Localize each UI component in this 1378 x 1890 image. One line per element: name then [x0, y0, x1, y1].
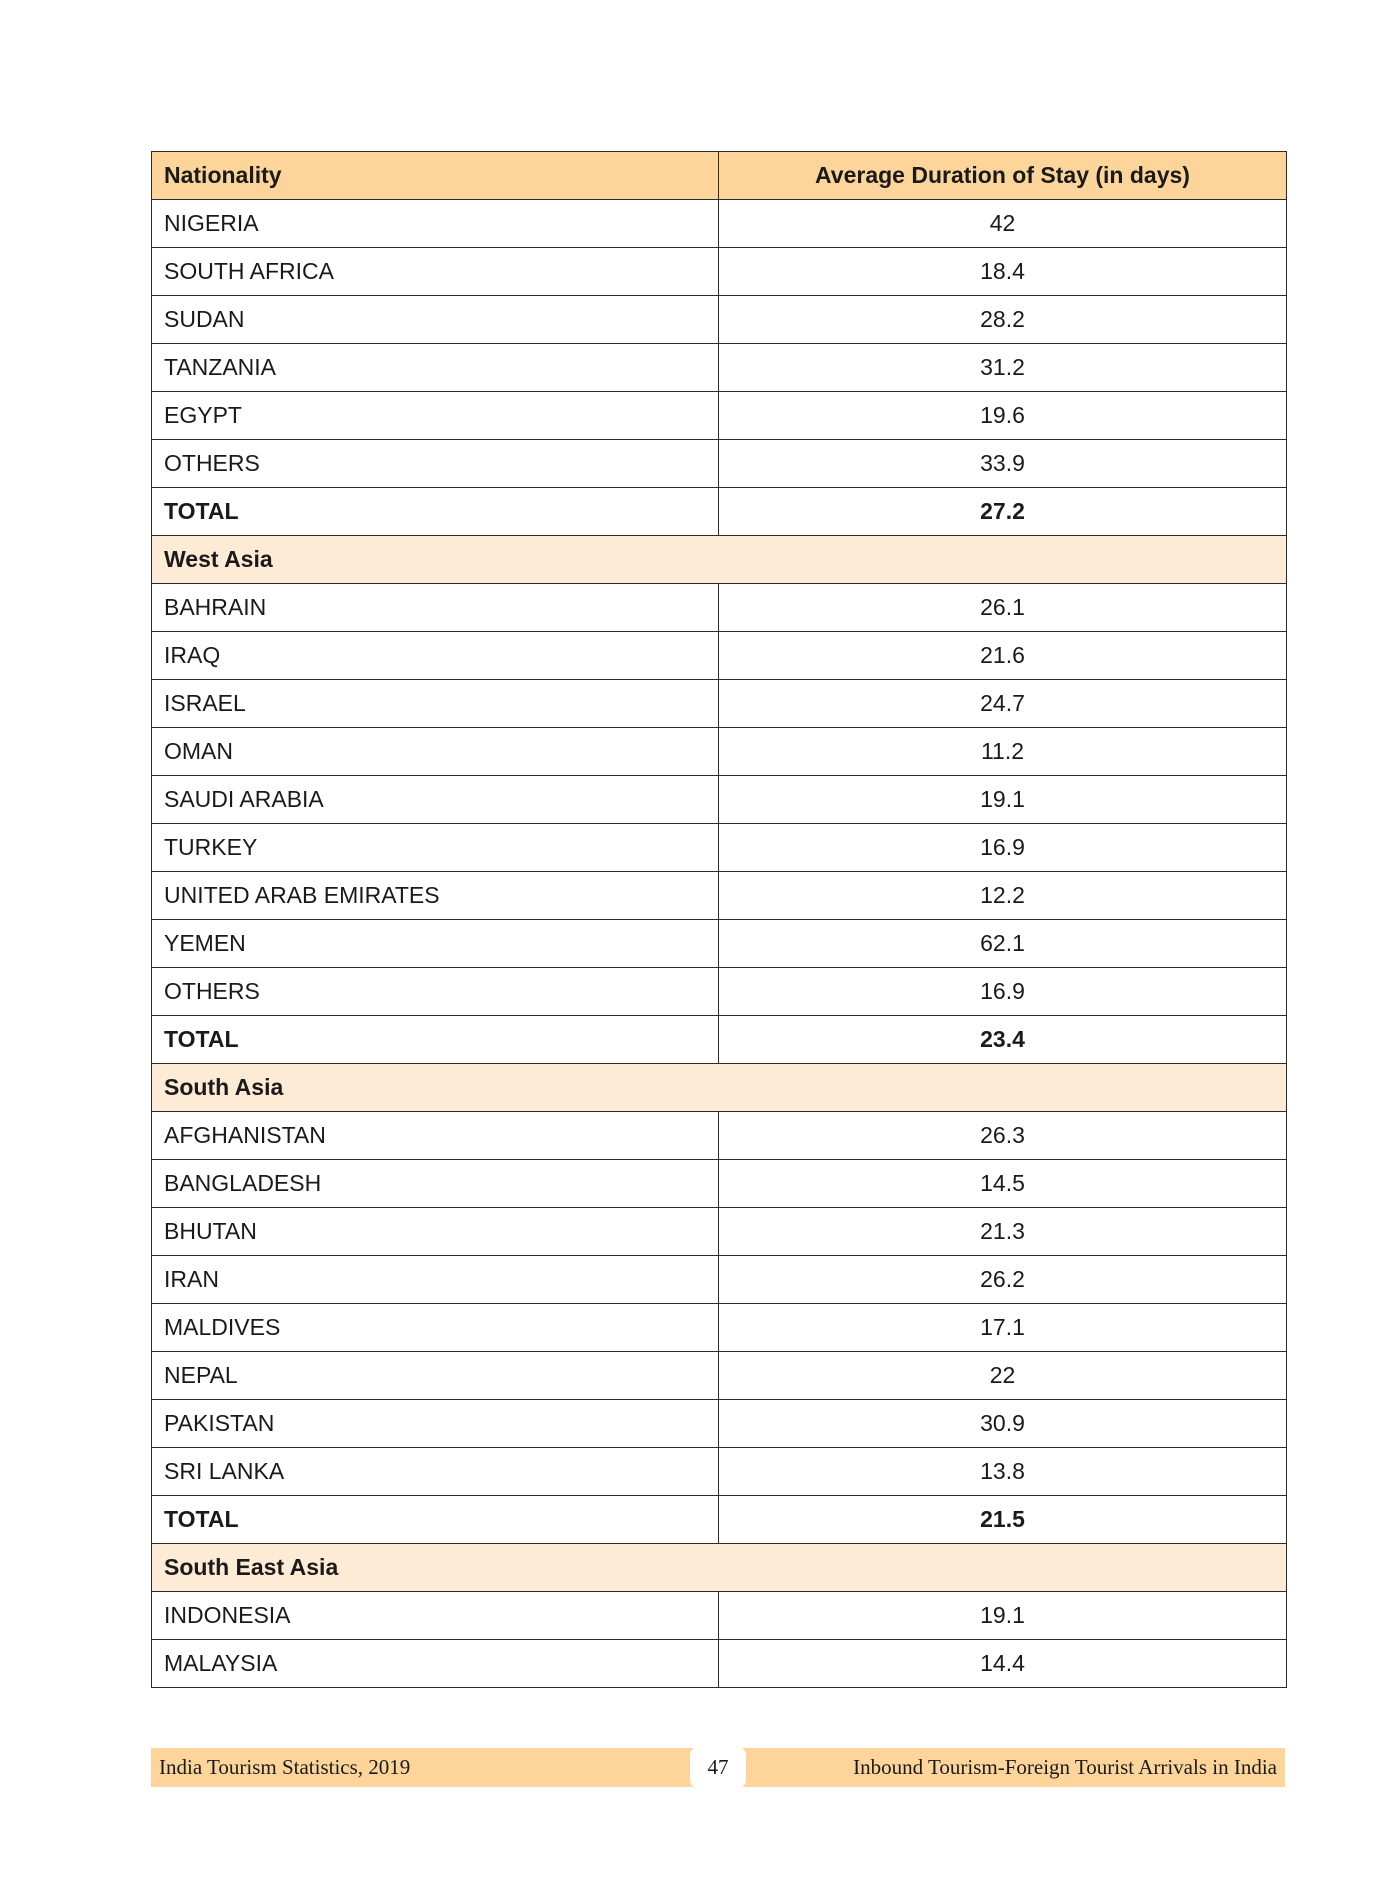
nationality-cell: MALAYSIA	[152, 1640, 719, 1688]
table-row	[152, 1400, 1287, 1448]
nationality-cell: OTHERS	[152, 440, 719, 488]
page-number: 47	[690, 1747, 746, 1788]
table-row	[152, 1112, 1287, 1160]
table-row	[152, 1208, 1287, 1256]
table-row	[152, 824, 1287, 872]
footer-publication-title: India Tourism Statistics, 2019	[159, 1755, 411, 1779]
table-row	[152, 776, 1287, 824]
duration-cell: 42	[719, 200, 1287, 248]
duration-cell: 12.2	[719, 872, 1287, 920]
duration-cell: 18.4	[719, 248, 1287, 296]
nationality-cell: INDONESIA	[152, 1592, 719, 1640]
table-row	[152, 248, 1287, 296]
region-header-row	[152, 1544, 1287, 1592]
nationality-cell: AFGHANISTAN	[152, 1112, 719, 1160]
duration-cell: 27.2	[719, 488, 1287, 536]
table-row	[152, 344, 1287, 392]
duration-cell: 26.3	[719, 1112, 1287, 1160]
table-row	[152, 392, 1287, 440]
table-row	[152, 1352, 1287, 1400]
table-row	[152, 1640, 1287, 1688]
duration-cell: 14.4	[719, 1640, 1287, 1688]
table-row	[152, 968, 1287, 1016]
nationality-cell: PAKISTAN	[152, 1400, 719, 1448]
nationality-cell: TOTAL	[152, 1496, 719, 1544]
total-row	[152, 488, 1287, 536]
total-row	[152, 1496, 1287, 1544]
table-row	[152, 296, 1287, 344]
duration-cell: 14.5	[719, 1160, 1287, 1208]
nationality-cell: TURKEY	[152, 824, 719, 872]
nationality-cell: IRAN	[152, 1256, 719, 1304]
footer-chapter-title: Inbound Tourism-Foreign Tourist Arrivals in India	[853, 1755, 1277, 1779]
table-row	[152, 632, 1287, 680]
nationality-cell: TANZANIA	[152, 344, 719, 392]
table-row	[152, 920, 1287, 968]
table-row	[152, 1304, 1287, 1352]
nationality-cell: EGYPT	[152, 392, 719, 440]
region-name: South East Asia	[152, 1544, 1287, 1592]
table-header	[152, 152, 1287, 200]
duration-cell: 19.6	[719, 392, 1287, 440]
duration-cell: 13.8	[719, 1448, 1287, 1496]
duration-cell: 17.1	[719, 1304, 1287, 1352]
table-row	[152, 1160, 1287, 1208]
table-row	[152, 680, 1287, 728]
header-row	[152, 152, 1287, 200]
duration-cell: 62.1	[719, 920, 1287, 968]
duration-cell: 22	[719, 1352, 1287, 1400]
region-header-row	[152, 536, 1287, 584]
nationality-cell: NEPAL	[152, 1352, 719, 1400]
table-row	[152, 440, 1287, 488]
region-name: South Asia	[152, 1064, 1287, 1112]
duration-cell: 11.2	[719, 728, 1287, 776]
duration-cell: 26.1	[719, 584, 1287, 632]
duration-cell: 16.9	[719, 824, 1287, 872]
duration-cell: 33.9	[719, 440, 1287, 488]
nationality-cell: UNITED ARAB EMIRATES	[152, 872, 719, 920]
page-footer	[151, 1748, 1285, 1787]
table-row	[152, 872, 1287, 920]
nationality-cell: BHUTAN	[152, 1208, 719, 1256]
nationality-cell: SUDAN	[152, 296, 719, 344]
duration-cell: 31.2	[719, 344, 1287, 392]
region-header-row	[152, 1064, 1287, 1112]
nationality-cell: BAHRAIN	[152, 584, 719, 632]
total-row	[152, 1016, 1287, 1064]
nationality-cell: TOTAL	[152, 488, 719, 536]
table-row	[152, 1592, 1287, 1640]
duration-of-stay-table	[151, 151, 1287, 1688]
nationality-cell: SRI LANKA	[152, 1448, 719, 1496]
table-row	[152, 1448, 1287, 1496]
duration-cell: 16.9	[719, 968, 1287, 1016]
table-body	[152, 200, 1287, 1688]
nationality-cell: SAUDI ARABIA	[152, 776, 719, 824]
table-row	[152, 200, 1287, 248]
duration-column-header: Average Duration of Stay (in days)	[719, 152, 1287, 200]
nationality-cell: YEMEN	[152, 920, 719, 968]
nationality-cell: SOUTH AFRICA	[152, 248, 719, 296]
nationality-cell: NIGERIA	[152, 200, 719, 248]
duration-cell: 24.7	[719, 680, 1287, 728]
table-row	[152, 584, 1287, 632]
nationality-cell: BANGLADESH	[152, 1160, 719, 1208]
nationality-cell: OTHERS	[152, 968, 719, 1016]
duration-cell: 28.2	[719, 296, 1287, 344]
table-row	[152, 728, 1287, 776]
table-row	[152, 1256, 1287, 1304]
duration-cell: 30.9	[719, 1400, 1287, 1448]
duration-cell: 21.5	[719, 1496, 1287, 1544]
nationality-cell: TOTAL	[152, 1016, 719, 1064]
duration-cell: 21.6	[719, 632, 1287, 680]
nationality-cell: ISRAEL	[152, 680, 719, 728]
duration-cell: 19.1	[719, 776, 1287, 824]
region-name: West Asia	[152, 536, 1287, 584]
duration-cell: 19.1	[719, 1592, 1287, 1640]
nationality-column-header: Nationality	[152, 152, 719, 200]
nationality-cell: OMAN	[152, 728, 719, 776]
nationality-cell: IRAQ	[152, 632, 719, 680]
duration-cell: 23.4	[719, 1016, 1287, 1064]
duration-cell: 21.3	[719, 1208, 1287, 1256]
duration-cell: 26.2	[719, 1256, 1287, 1304]
nationality-cell: MALDIVES	[152, 1304, 719, 1352]
